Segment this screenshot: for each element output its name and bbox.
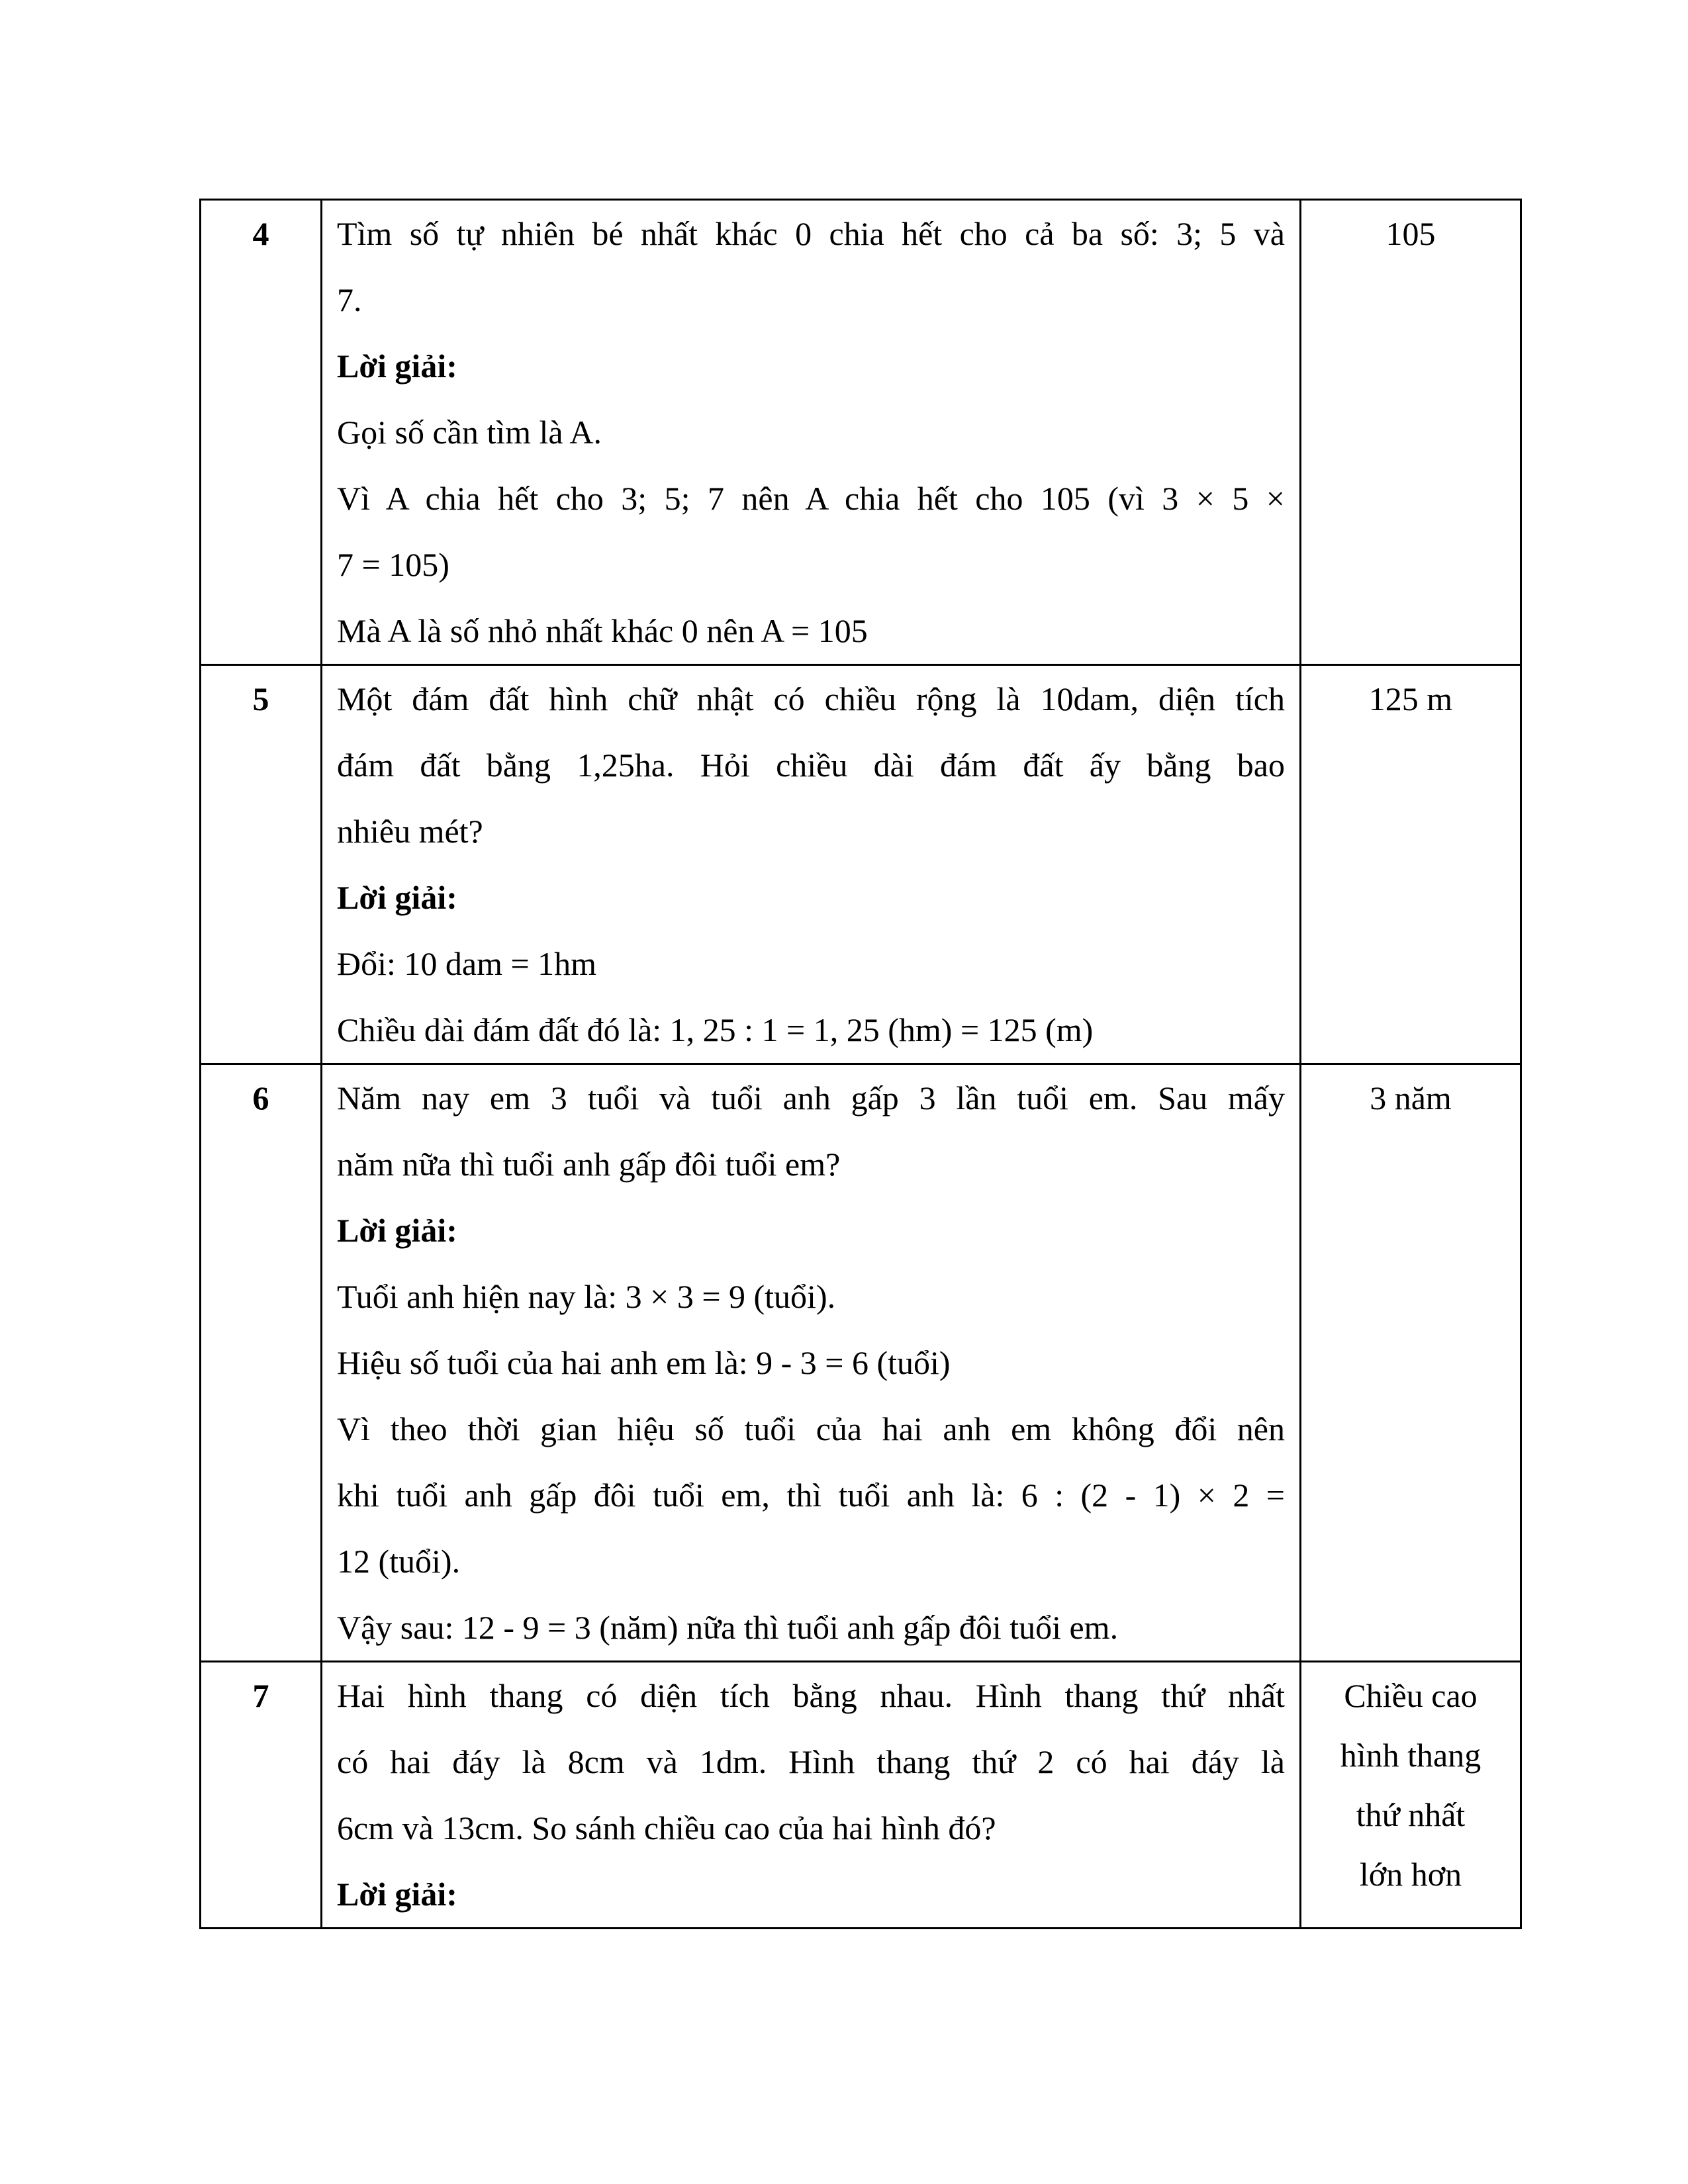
problem-content <box>322 200 1301 665</box>
text-line: Năm nay em 3 tuổi và tuổi anh gấp 3 lần tuổi em. Sau mấy <box>337 1079 1285 1116</box>
text-line: 7. <box>337 281 362 318</box>
text-line: Vì theo thời gian hiệu số tuổi của hai anh em không đổi nên <box>337 1410 1285 1447</box>
text-line: 7 = 105) <box>337 546 449 583</box>
table-row <box>201 1064 1521 1662</box>
document-page <box>199 199 1490 1929</box>
text-line: có hai đáy là 8cm và 1dm. Hình thang thứ 2 có hai đáy là <box>337 1743 1285 1780</box>
text-line: Tìm số tự nhiên bé nhất khác 0 chia hết cho cả ba số: 3; 5 và <box>337 215 1285 252</box>
solution-heading: Lời giải: <box>337 347 457 385</box>
text-line: Mà A là số nhỏ nhất khác 0 nên A = 105 <box>337 612 868 649</box>
problem-number: 6 <box>201 1064 322 1662</box>
text-line: nhiêu mét? <box>337 813 483 850</box>
table-body <box>201 200 1521 1929</box>
answer-cell: 125 m <box>1301 665 1521 1064</box>
answer-cell: Chiều cao hình thang thứ nhất lớn hơn <box>1301 1662 1521 1929</box>
problem-content <box>322 1662 1301 1929</box>
solution-heading: Lời giải: <box>337 1876 457 1913</box>
text-line: Một đám đất hình chữ nhật có chiều rộng là 10dam, diện tích <box>337 680 1285 717</box>
table-row <box>201 1662 1521 1929</box>
text-line: Gọi số cần tìm là A. <box>337 414 602 451</box>
text-line: Vậy sau: 12 - 9 = 3 (năm) nữa thì tuổi anh gấp đôi tuổi em. <box>337 1609 1119 1646</box>
text-line: đám đất bằng 1,25ha. Hỏi chiều dài đám đất ấy bằng bao <box>337 747 1285 784</box>
text-line: Đổi: 10 dam = 1hm <box>337 945 597 982</box>
problem-number: 7 <box>201 1662 322 1929</box>
table-row <box>201 665 1521 1064</box>
answer-cell: 3 năm <box>1301 1064 1521 1662</box>
text-line: Vì A chia hết cho 3; 5; 7 nên A chia hết cho 105 (vì 3 × 5 × <box>337 480 1285 517</box>
solution-table <box>199 199 1522 1929</box>
text-line: Hai hình thang có diện tích bằng nhau. Hình thang thứ nhất <box>337 1677 1285 1714</box>
text-line: 12 (tuổi). <box>337 1543 461 1580</box>
text-line: Hiệu số tuổi của hai anh em là: 9 - 3 = 6 (tuổi) <box>337 1344 951 1381</box>
solution-heading: Lời giải: <box>337 1212 457 1249</box>
problem-number: 4 <box>201 200 322 665</box>
problem-content <box>322 665 1301 1064</box>
text-line: Chiều dài đám đất đó là: 1, 25 : 1 = 1, 25 (hm) = 125 (m) <box>337 1011 1094 1048</box>
problem-number: 5 <box>201 665 322 1064</box>
solution-heading: Lời giải: <box>337 879 457 916</box>
text-line: 6cm và 13cm. So sánh chiều cao của hai hình đó? <box>337 1809 996 1846</box>
table-row <box>201 200 1521 665</box>
text-line: khi tuổi anh gấp đôi tuổi em, thì tuổi anh là: 6 : (2 - 1) × 2 = <box>337 1477 1285 1514</box>
answer-cell: 105 <box>1301 200 1521 665</box>
text-line: Tuổi anh hiện nay là: 3 × 3 = 9 (tuổi). <box>337 1278 836 1315</box>
text-line: năm nữa thì tuổi anh gấp đôi tuổi em? <box>337 1146 841 1183</box>
problem-content <box>322 1064 1301 1662</box>
